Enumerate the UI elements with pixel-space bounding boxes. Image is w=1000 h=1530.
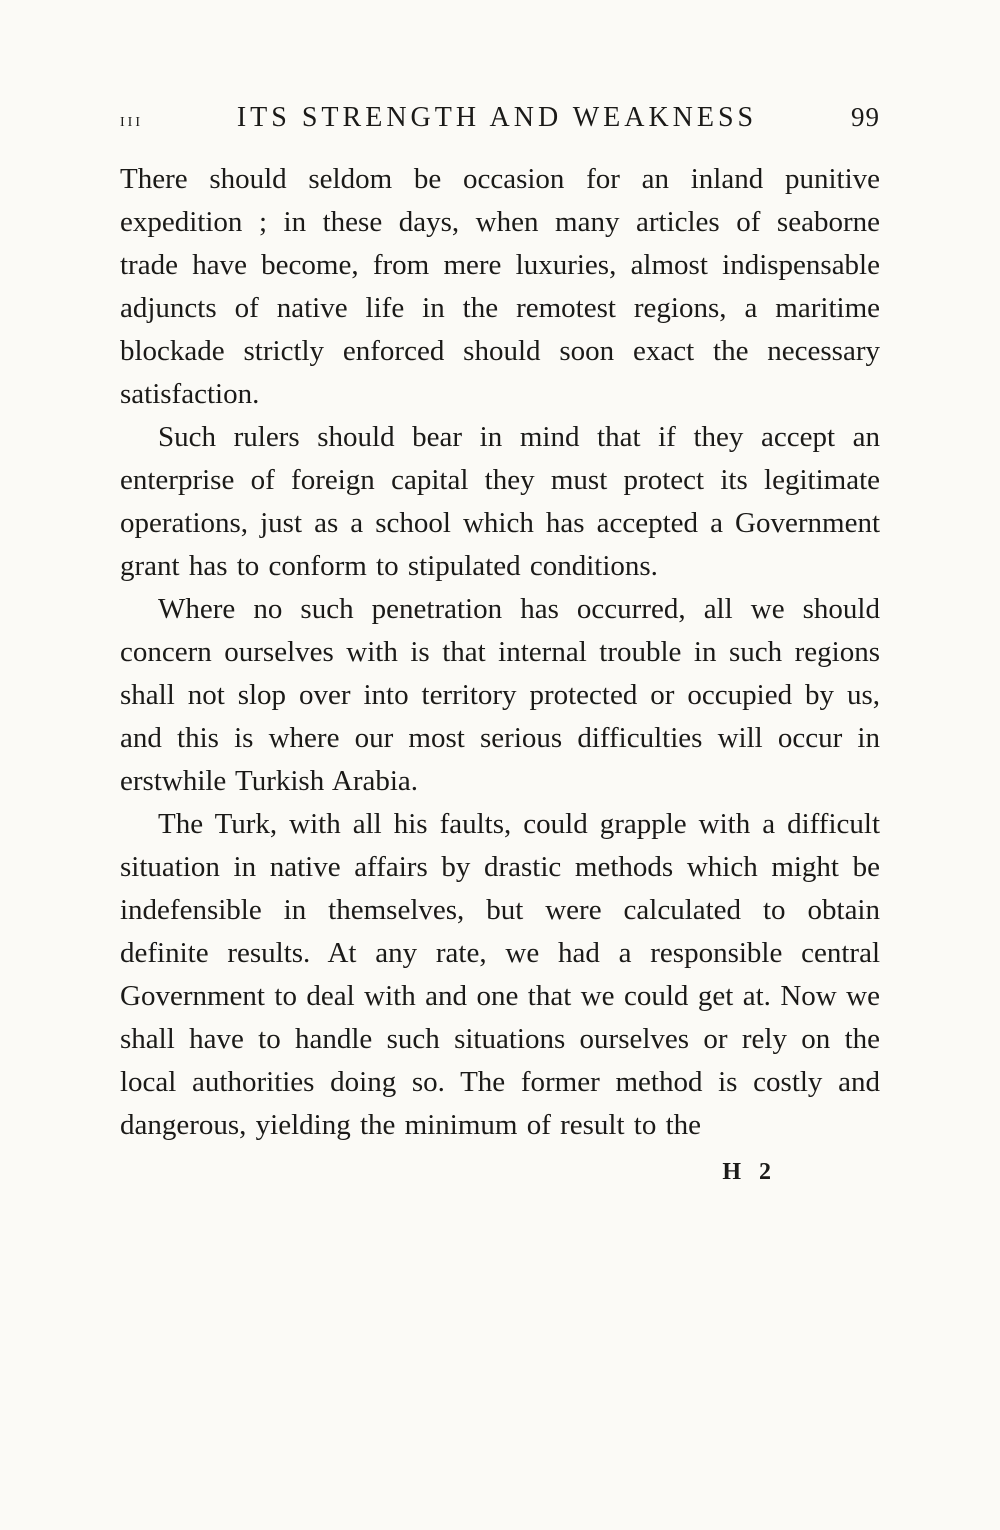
paragraph: Such rulers should bear in mind that if they accept an enterprise of foreign capital they must protect its legitimate operations, just as a school which has accepted a Government grant has to conform to stipulated conditions. <box>120 421 880 582</box>
chapter-numeral: iii <box>120 109 143 131</box>
page-body <box>120 158 880 1147</box>
page-number: 99 <box>851 102 880 132</box>
paragraph: Where no such penetration has occurred, all we should concern ourselves with is that internal trouble in such regions shall not slop over into territory protected or occupied by us, and this is where our most serious difficulties will occur in erstwhile Turkish Arabia. <box>120 593 880 797</box>
paragraph: The Turk, with all his faults, could grapple with a difficult situation in native affairs by drastic methods which might be indefensible in themselves, but were calculated to obtain definite results. At any rate, we had a responsible central Government to deal with and one that we could get at. Now we shall have to handle such situations ourselves or rely on the local authorities doing so. The former method is costly and dangerous, yielding the minimum of result to the <box>120 808 880 1141</box>
page-header <box>120 102 880 134</box>
paragraph: There should seldom be occasion for an inland punitive expedition ; in these days, when many articles of seaborne trade have become, from mere luxuries, almost indispensable adjuncts of native life in the remotest regions, a maritime blockade strictly enforced should soon exact the necessary satisfaction. <box>120 163 880 410</box>
running-title: ITS STRENGTH AND WEAKNESS <box>236 102 758 133</box>
page-footer <box>120 1159 880 1186</box>
signature-mark: H 2 <box>722 1159 772 1185</box>
